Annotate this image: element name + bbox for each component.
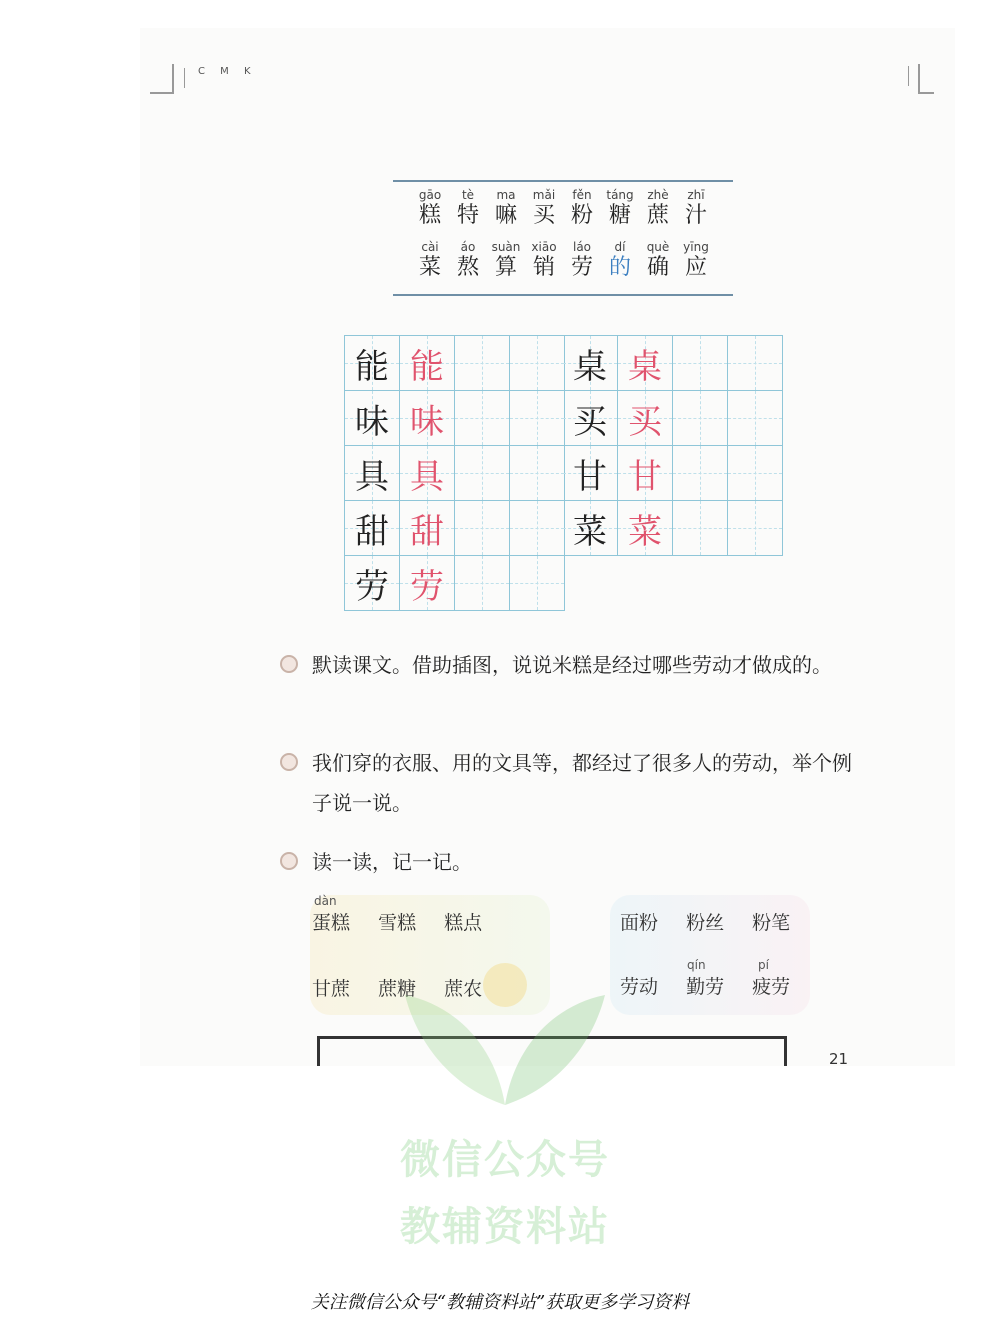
watermark-line-1: 微信公众号 (400, 1137, 610, 1183)
writing-char: 甜 (355, 511, 389, 552)
writing-char: 甘 (573, 456, 607, 497)
vocab-hanzi: 嘛 (494, 203, 517, 228)
writing-empty-cell[interactable] (728, 391, 783, 446)
writing-char: 买 (628, 401, 662, 442)
writing-trace-char (618, 336, 673, 391)
vocab-pinyin: zhī (687, 188, 705, 202)
writing-char: 桌 (628, 346, 662, 387)
exercise-bullet-icon (280, 655, 298, 673)
writing-char: 能 (410, 346, 444, 387)
writing-char: 甘 (628, 456, 662, 497)
vocab-row-2 (411, 240, 715, 282)
word-item: 蔗农 (444, 978, 483, 1000)
writing-char: 能 (355, 346, 389, 387)
crop-mark-left (150, 92, 174, 94)
writing-char: 味 (355, 401, 389, 442)
writing-model-char (563, 391, 618, 446)
vocab-char (449, 188, 487, 230)
writing-trace-char (400, 446, 455, 501)
writing-model-char (345, 556, 400, 611)
writing-char: 菜 (573, 511, 607, 552)
word-item: 甘蔗 (312, 978, 351, 1000)
vocab-hanzi: 菜 (418, 255, 441, 280)
vocab-pinyin: fěn (572, 188, 592, 202)
writing-trace-char (400, 556, 455, 611)
writing-trace-char (618, 391, 673, 446)
vocab-char (639, 188, 677, 230)
vocab-row-1 (411, 188, 715, 230)
vocab-char (449, 240, 487, 282)
writing-char: 甜 (410, 511, 444, 552)
word-item: 蛋糕 (312, 912, 351, 934)
vocab-hanzi: 熬 (456, 255, 479, 280)
writing-char: 桌 (573, 346, 607, 387)
writing-model-char (563, 336, 618, 391)
exercise-1 (280, 645, 870, 685)
word-item: 劳动 (620, 976, 659, 998)
page-number: 21 (829, 1050, 849, 1068)
vocab-hanzi: 买 (532, 203, 555, 228)
writing-char: 具 (355, 456, 389, 497)
vocab-pinyin: zhè (647, 188, 669, 202)
writing-empty-cell[interactable] (673, 391, 728, 446)
vocab-hanzi: 粉 (570, 203, 593, 228)
word-item: 粉丝 (686, 912, 725, 934)
word-pinyin: dàn (314, 894, 337, 908)
vocab-hanzi: 销 (532, 255, 555, 280)
crop-mark-left-v (172, 64, 174, 94)
vocab-char (601, 188, 639, 230)
writing-empty-cell[interactable] (728, 501, 783, 556)
vocab-hanzi: 汁 (684, 203, 707, 228)
writing-char: 劳 (410, 566, 444, 607)
exercise-text: 我们穿的衣服、用的文具等，都经过了很多人的劳动，举个例子说一说。 (312, 751, 852, 815)
vocab-char (563, 240, 601, 282)
vocab-pinyin: dí (614, 240, 626, 254)
watermark-leaf-icon (385, 945, 625, 1115)
writing-char: 具 (410, 456, 444, 497)
vocab-hanzi: 糕 (418, 203, 441, 228)
writing-empty-cell[interactable] (673, 446, 728, 501)
word-pinyin: pí (758, 958, 769, 972)
vocab-char (487, 240, 525, 282)
vocab-pinyin: xiāo (531, 240, 557, 254)
writing-empty-cell[interactable] (510, 391, 565, 446)
writing-trace-char (400, 391, 455, 446)
writing-empty-cell[interactable] (673, 501, 728, 556)
vocab-char (677, 240, 715, 282)
word-item: 糕点 (444, 912, 483, 934)
vocab-pinyin: mǎi (532, 188, 556, 202)
writing-empty-cell[interactable] (728, 336, 783, 391)
writing-empty-cell[interactable] (455, 446, 510, 501)
writing-char: 买 (573, 401, 607, 442)
writing-trace-char (618, 446, 673, 501)
exercise-bullet-icon (280, 753, 298, 771)
writing-empty-cell[interactable] (673, 336, 728, 391)
writing-empty-cell[interactable] (728, 446, 783, 501)
exercise-text: 读一读，记一记。 (312, 850, 472, 874)
vocab-char (525, 188, 563, 230)
vocab-pinyin: cài (421, 240, 439, 254)
writing-trace-char (400, 336, 455, 391)
writing-grid-right (563, 335, 783, 556)
word-pinyin: qín (687, 958, 706, 972)
vocab-hanzi: 劳 (570, 255, 593, 280)
writing-grid-left (344, 335, 565, 611)
word-item: 蔗糖 (378, 978, 417, 1000)
writing-empty-cell[interactable] (510, 336, 565, 391)
vocab-pinyin: áo (460, 240, 476, 254)
word-group-4 (620, 958, 791, 999)
crop-mark-right (920, 92, 934, 94)
vocab-hanzi: 蔗 (646, 203, 669, 228)
writing-char: 劳 (355, 566, 389, 607)
exercise-text: 默读课文。借助插图，说说米糕是经过哪些劳动才做成的。 (312, 653, 832, 677)
vocab-pinyin: gāo (418, 188, 442, 202)
word-item: 雪糕 (378, 912, 417, 934)
vocab-hanzi: 算 (494, 255, 517, 280)
vocab-pinyin: suàn (491, 240, 521, 254)
writing-empty-cell[interactable] (510, 446, 565, 501)
writing-empty-cell[interactable] (455, 391, 510, 446)
vocab-char (563, 188, 601, 230)
crop-mark-right-v (918, 64, 920, 94)
writing-empty-cell[interactable] (510, 501, 565, 556)
writing-empty-cell[interactable] (510, 556, 565, 611)
writing-empty-cell[interactable] (455, 556, 510, 611)
crop-mark-right-v2 (908, 66, 909, 86)
word-item: 勤劳 (686, 976, 725, 998)
writing-model-char (345, 446, 400, 501)
vocab-char (487, 188, 525, 230)
writing-model-char (563, 446, 618, 501)
vocab-hanzi: 确 (646, 255, 669, 280)
word-group-2 (620, 908, 790, 935)
writing-empty-cell[interactable] (455, 501, 510, 556)
vocab-pinyin: yīng (683, 240, 709, 254)
vocab-pinyin: què (646, 240, 670, 254)
word-item: 疲劳 (752, 976, 791, 998)
vocab-char (677, 188, 715, 230)
watermark-line-2: 教辅资料站 (400, 1204, 610, 1250)
crop-mark-left-v2 (184, 68, 185, 88)
word-item: 粉笔 (752, 912, 791, 934)
writing-model-char (345, 336, 400, 391)
writing-empty-cell[interactable] (455, 336, 510, 391)
vocab-char (411, 188, 449, 230)
writing-trace-char (618, 501, 673, 556)
word-item: 面粉 (620, 912, 659, 934)
writing-char: 味 (410, 401, 444, 442)
vocab-char (525, 240, 563, 282)
vocab-pinyin: táng (606, 188, 634, 202)
writing-model-char (345, 391, 400, 446)
vocab-hanzi: 的 (608, 255, 631, 280)
color-marks: C M K (198, 66, 257, 77)
vocab-pinyin: láo (572, 240, 592, 254)
vocab-hanzi: 应 (684, 255, 707, 280)
vocab-char (411, 240, 449, 282)
writing-model-char (345, 501, 400, 556)
vocab-hanzi: 糖 (608, 203, 631, 228)
vocab-pinyin: ma (496, 188, 516, 202)
vocabulary-box (393, 180, 733, 296)
vocab-char (601, 240, 639, 282)
writing-trace-char (400, 501, 455, 556)
writing-char: 菜 (628, 511, 662, 552)
exercise-2 (280, 743, 870, 823)
vocab-pinyin: tè (461, 188, 475, 202)
exercise-bullet-icon (280, 852, 298, 870)
writing-model-char (563, 501, 618, 556)
footer-note: 关注微信公众号“教辅资料站”获取更多学习资料 (310, 1292, 690, 1313)
exercise-3 (280, 842, 870, 882)
word-group-1 (312, 894, 483, 935)
vocab-hanzi: 特 (456, 203, 479, 228)
vocab-char (639, 240, 677, 282)
